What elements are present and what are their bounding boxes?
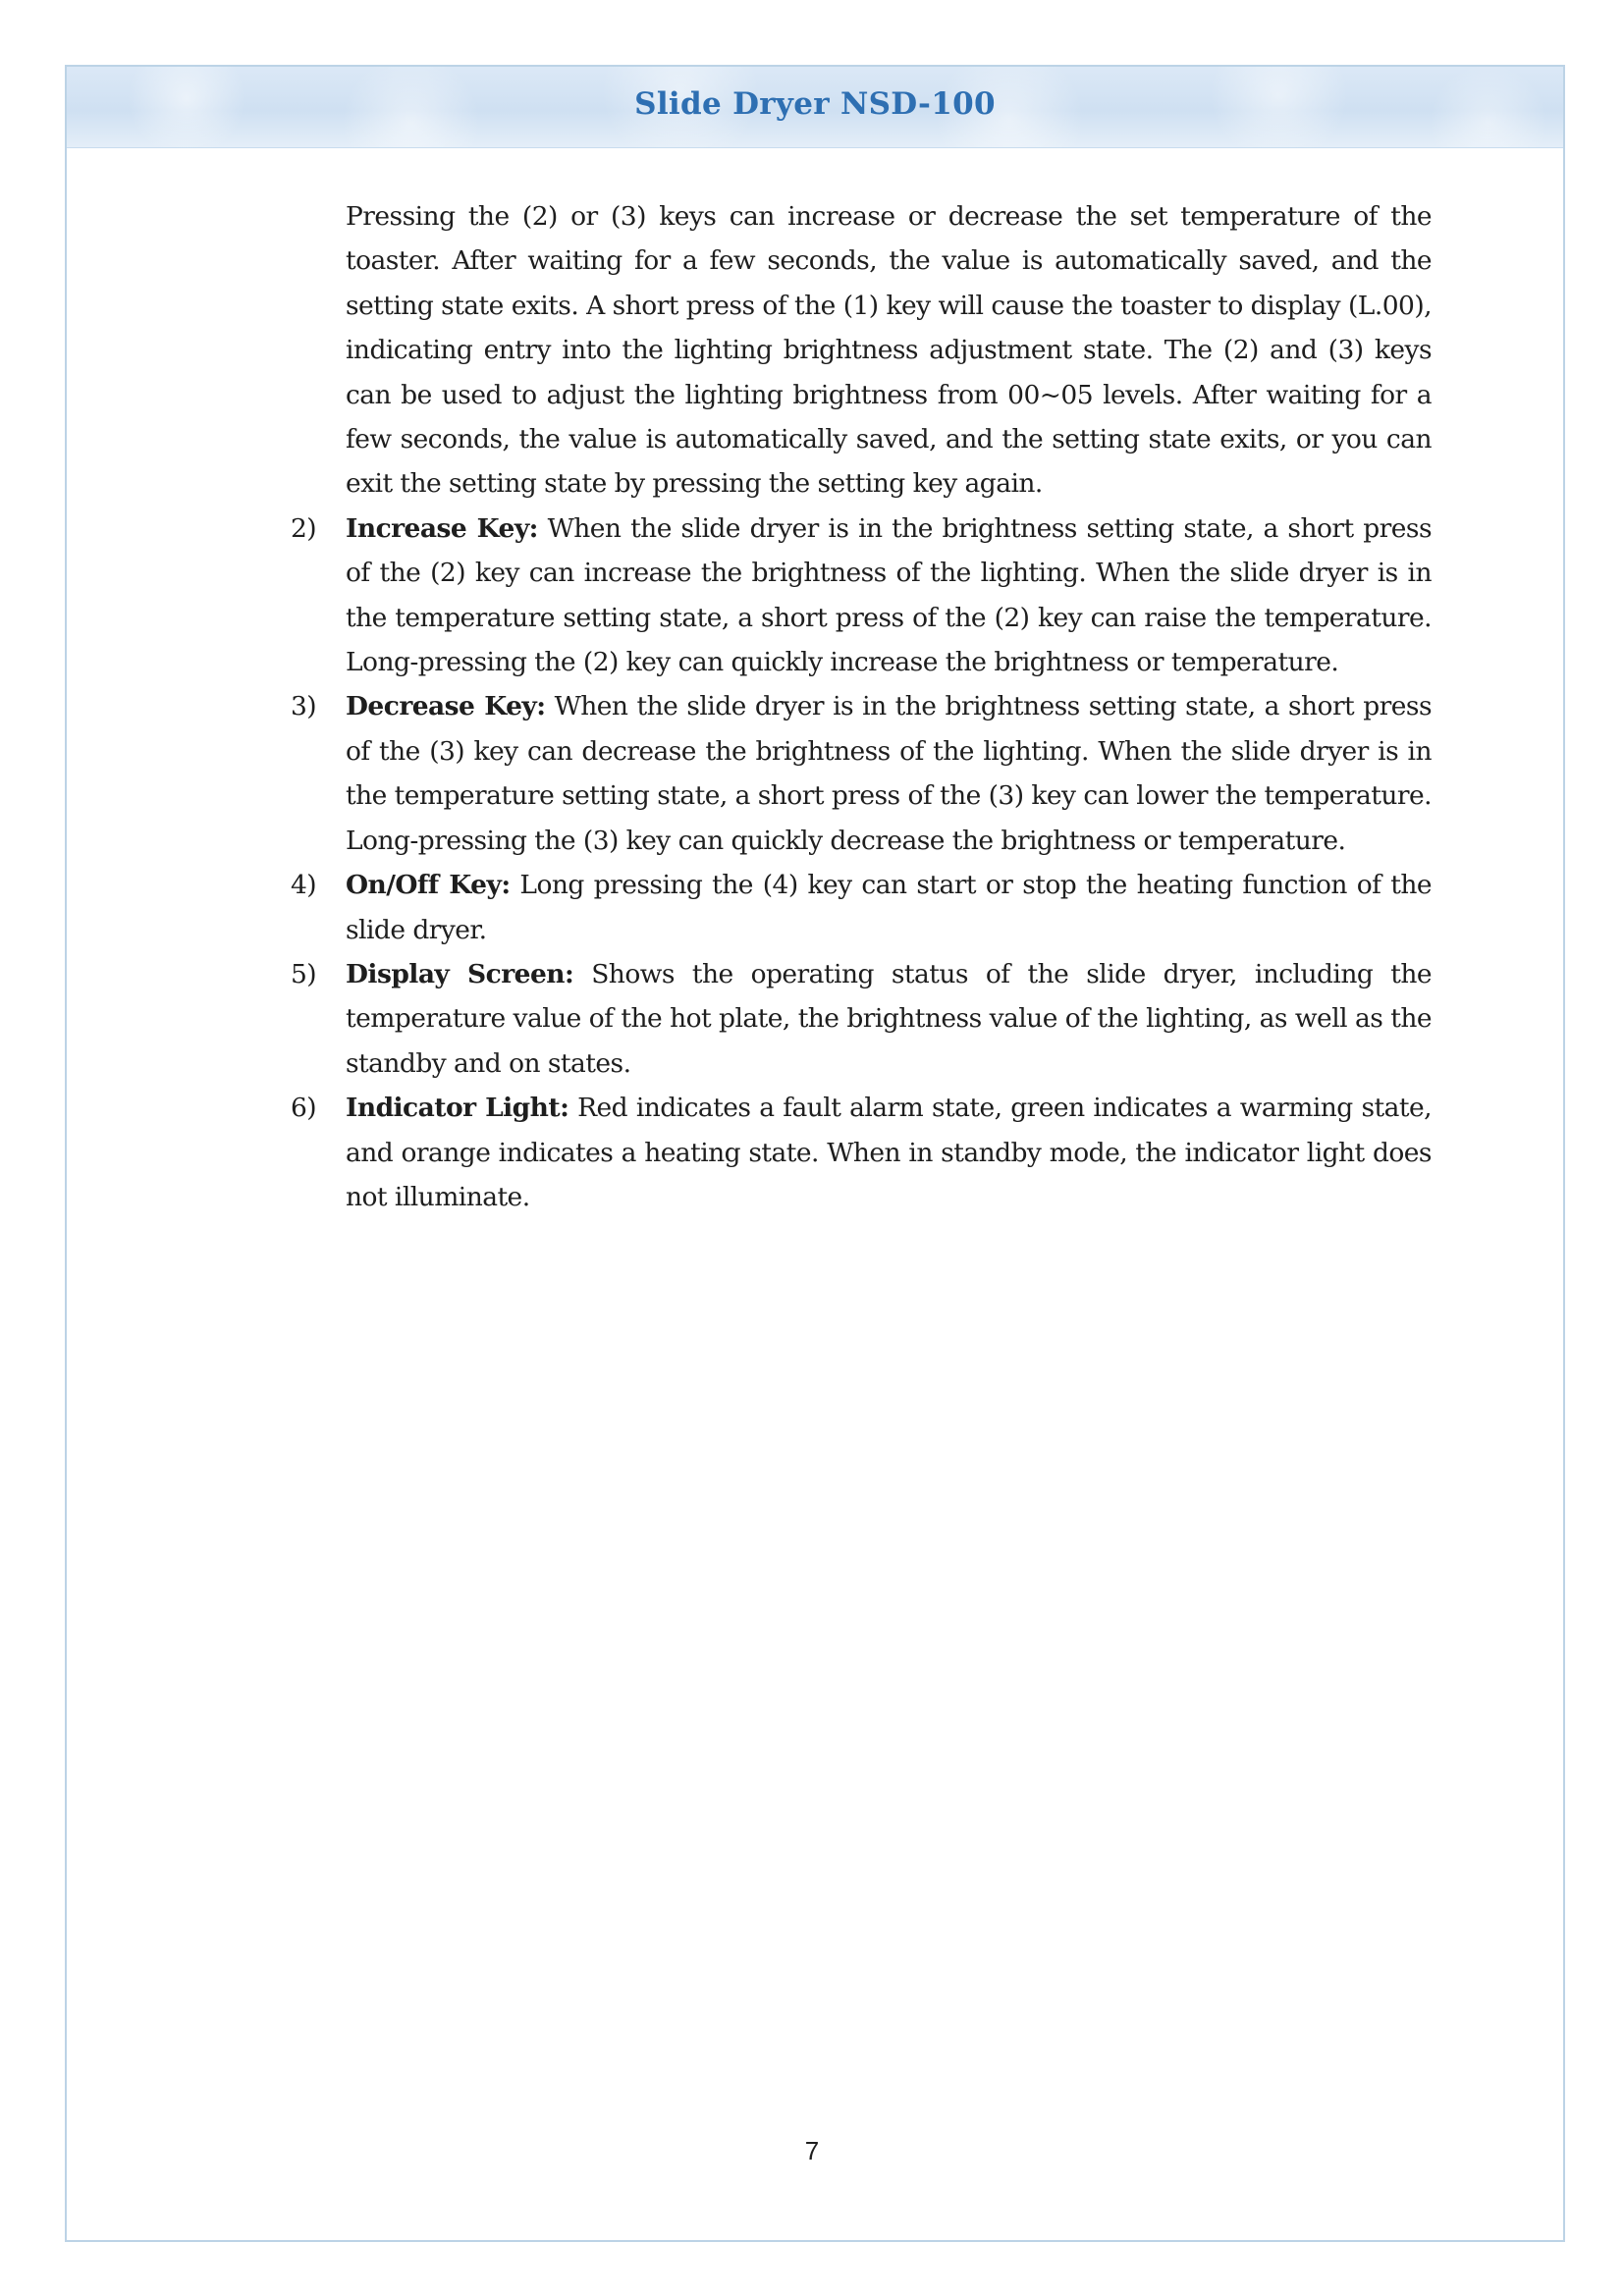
item-term: Increase Key: (346, 512, 538, 544)
item-number: 3) (291, 691, 317, 722)
item-text: Shows the operating status of the slide dryer, including the temperature value of the hot plate, the brightness value of the lighting, as well as the standby and on states. (346, 958, 1432, 1079)
item-term: Decrease Key: (346, 691, 546, 722)
item-number: 4) (291, 870, 317, 901)
item-term: On/Off Key: (346, 870, 511, 901)
header-band (67, 67, 1563, 148)
item-term: Display Screen: (346, 958, 574, 989)
key-function-list (291, 507, 1432, 1220)
list-item (291, 952, 1432, 1086)
item-number: 5) (291, 958, 317, 989)
item-text: Long pressing the (4) key can start or stop the heating function of the slide dryer. (346, 870, 1432, 945)
item-number: 6) (291, 1093, 317, 1124)
item-text: When the slide dryer is in the brightness setting state, a short press of the (3) key can decrease the brightness of the lighting. When the slide dryer is in the temperature setting state, a short press of the (3) key can lower the temperature. Long-pressing the (3) key can quickly decrease the brightness or temperature. (346, 691, 1432, 856)
list-item (291, 863, 1432, 952)
list-item (291, 1086, 1432, 1219)
item-term: Indicator Light: (346, 1093, 569, 1124)
page-number: 7 (804, 2136, 820, 2165)
document-body (291, 194, 1432, 1219)
lead-paragraph: Pressing the (2) or (3) keys can increase or decrease the set temperature of the toaster. After waiting for a few seconds, the value is automatically saved, and the setting state exits. A short press of the (1) key will cause the toaster to display (L.00), indicating entry into the lighting brightness adjustment state. The (2) and (3) keys can be used to adjust the lighting brightness from 00~05 levels. After waiting for a few seconds, the value is automatically saved, and the setting state exits, or you can exit the setting state by pressing the setting key again. (346, 201, 1432, 500)
list-item (291, 507, 1432, 685)
item-number: 2) (291, 512, 317, 544)
list-item (291, 684, 1432, 863)
item-text: When the slide dryer is in the brightness setting state, a short press of the (2) key can increase the brightness of the lighting. When the slide dryer is in the temperature setting state, a short press of the (2) key can raise the temperature. Long-pressing the (2) key can quickly increase the brightness or temperature. (346, 512, 1432, 678)
page-title: Slide Dryer NSD-100 (634, 86, 996, 122)
item-text: Red indicates a fault alarm state, green indicates a warming state, and orange indicates a heating state. When in standby mode, the indicator light does not illuminate. (346, 1093, 1433, 1212)
